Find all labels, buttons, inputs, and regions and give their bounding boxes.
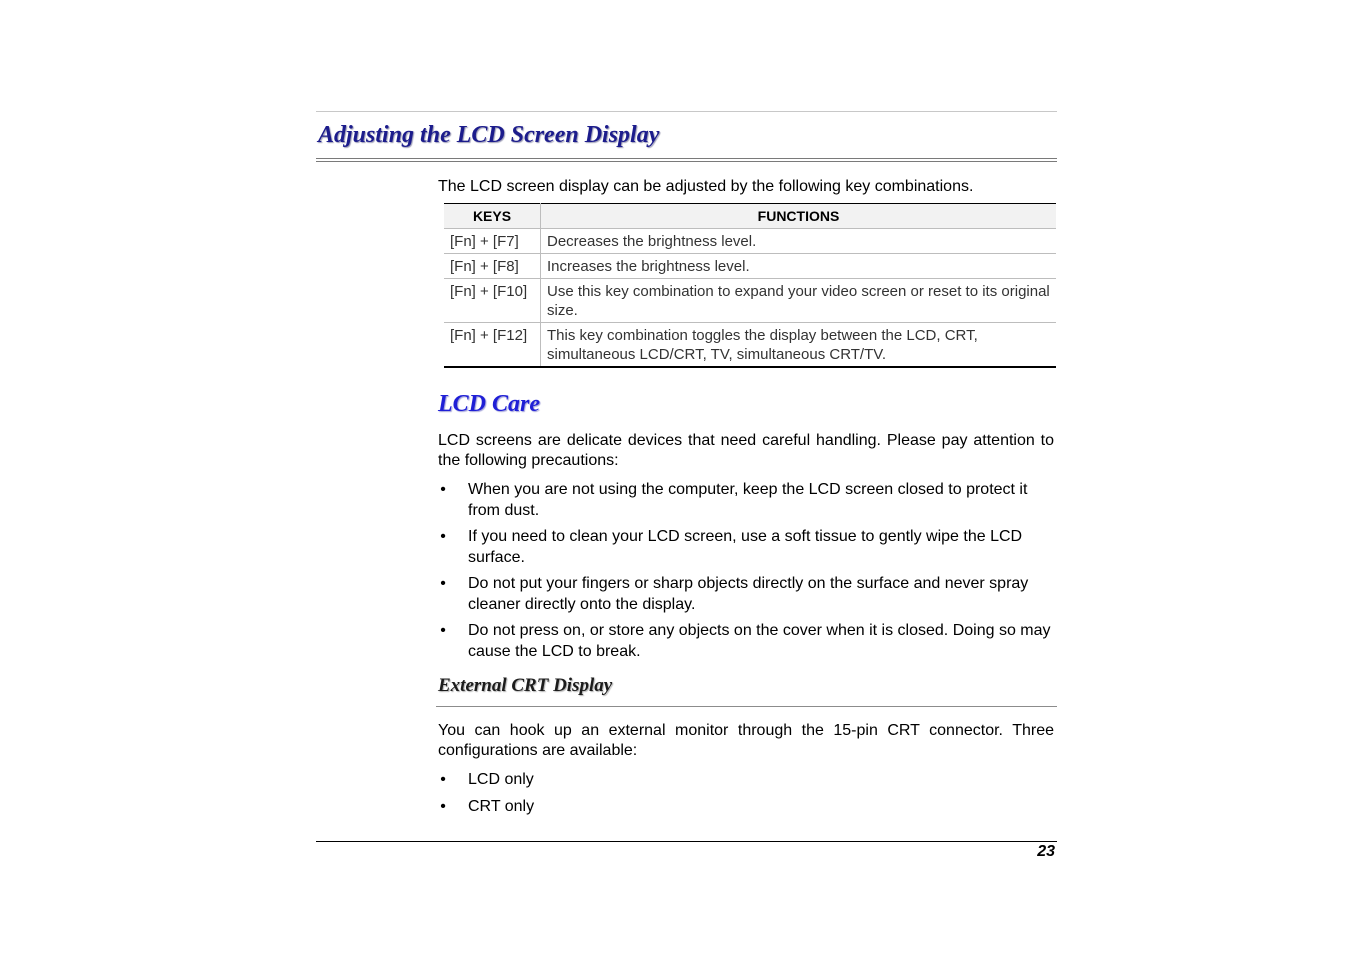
bullet-icon: •	[440, 528, 446, 545]
row-function: Increases the brightness level.	[541, 254, 1057, 279]
table-row	[444, 254, 1056, 279]
bullet-icon: •	[440, 575, 446, 592]
bullet-icon: •	[440, 771, 446, 788]
crt-config-list	[438, 769, 1054, 823]
header-keys: KEYS	[444, 204, 541, 229]
list-item	[438, 526, 1054, 568]
page-number: 23	[1037, 843, 1055, 860]
list-item	[438, 573, 1054, 615]
lcd-care-list	[438, 479, 1054, 667]
row-keys: [Fn] + [F7]	[444, 229, 541, 254]
bullet-icon: •	[440, 481, 446, 498]
list-item	[438, 620, 1054, 662]
header-functions: FUNCTIONS	[541, 204, 1057, 229]
row-keys: [Fn] + [F12]	[444, 323, 541, 368]
row-function: This key combination toggles the display between the LCD, CRT, simultaneous LCD/CRT, TV, simultaneous CRT/TV.	[541, 323, 1057, 368]
list-item-text: Do not press on, or store any objects on the cover when it is closed. Doing so may cause the LCD to break.	[468, 622, 1051, 660]
title-underline	[316, 158, 1057, 162]
list-item	[438, 479, 1054, 521]
intro-text: The LCD screen display can be adjusted by the following key combinations.	[438, 178, 974, 195]
row-function: Decreases the brightness level.	[541, 229, 1057, 254]
external-crt-intro: You can hook up an external monitor through the 15-pin CRT connector. Three configurations are available:	[438, 722, 1054, 759]
lcd-care-intro: LCD screens are delicate devices that need careful handling. Please pay attention to the following precautions:	[438, 432, 1054, 469]
list-item-text: If you need to clean your LCD screen, use a soft tissue to gently wipe the LCD surface.	[468, 528, 1023, 566]
list-item-text: When you are not using the computer, keep the LCD screen closed to protect it from dust.	[468, 481, 1028, 519]
key-combinations-table	[444, 203, 1056, 368]
list-item	[438, 796, 1054, 817]
table-row	[444, 279, 1056, 323]
row-keys: [Fn] + [F10]	[444, 279, 541, 323]
subheading-underline	[436, 706, 1057, 707]
table-header-row	[444, 204, 1056, 229]
bullet-icon: •	[440, 798, 446, 815]
top-rule	[316, 111, 1057, 112]
list-item-text: CRT only	[468, 798, 535, 815]
row-keys: [Fn] + [F8]	[444, 254, 541, 279]
list-item-text: LCD only	[468, 771, 534, 788]
table-row	[444, 323, 1056, 368]
lcd-care-heading: LCD Care	[438, 391, 540, 417]
list-item	[438, 769, 1054, 790]
page-title: Adjusting the LCD Screen Display	[318, 122, 660, 148]
external-crt-heading: External CRT Display	[438, 675, 613, 696]
bullet-icon: •	[440, 622, 446, 639]
footer-rule	[316, 841, 1057, 842]
list-item-text: Do not put your fingers or sharp objects directly on the surface and never spray cleaner directly onto the display.	[468, 575, 1029, 613]
table-row	[444, 229, 1056, 254]
row-function: Use this key combination to expand your video screen or reset to its original size.	[541, 279, 1057, 323]
